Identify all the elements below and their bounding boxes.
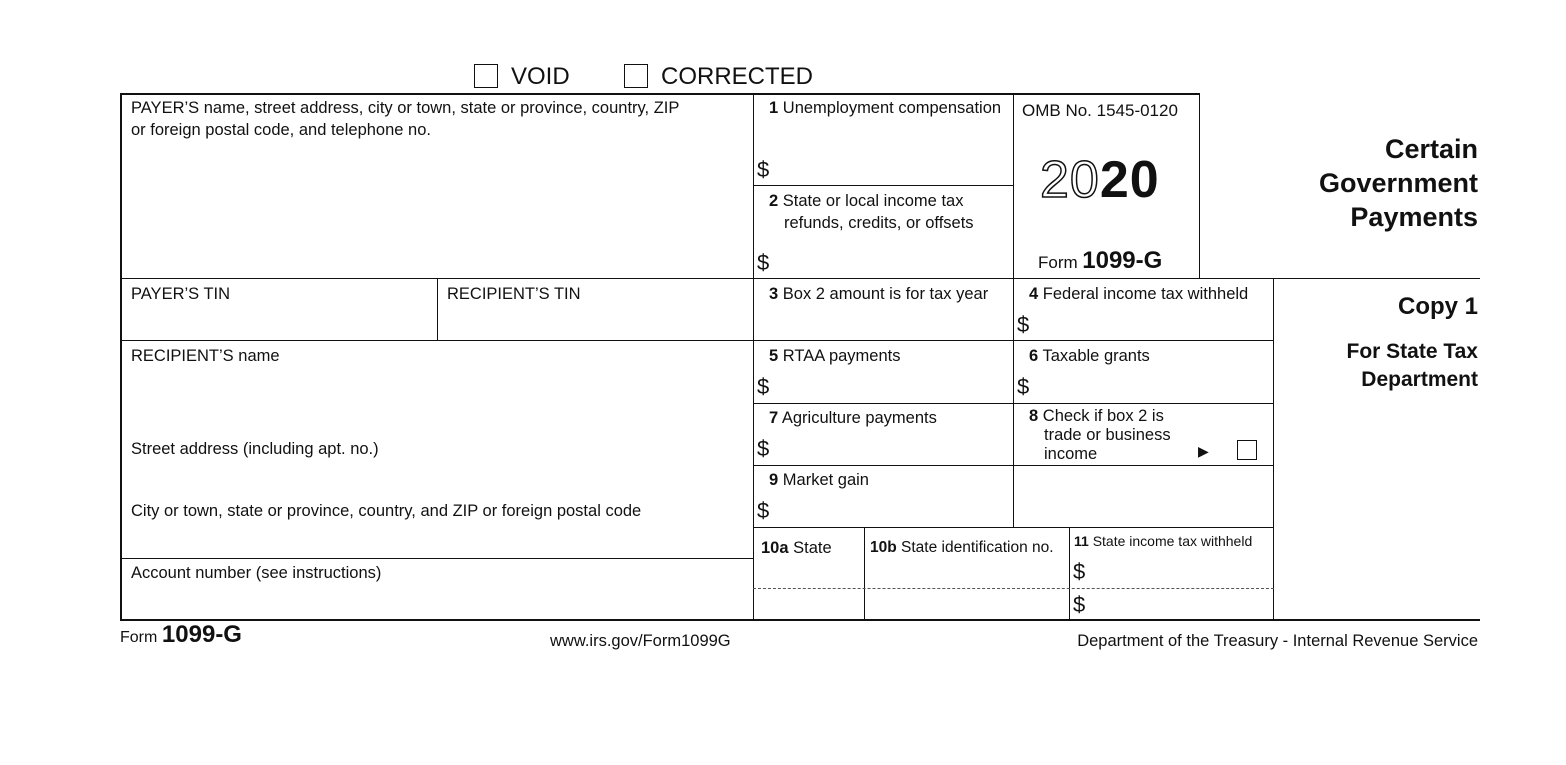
box6-number: 6 <box>1029 347 1039 365</box>
box1-number: 1 <box>769 99 779 117</box>
box7-number: 7 <box>769 409 779 427</box>
omb-form-number: 1099-G <box>1082 247 1163 274</box>
box6-dollar: $ <box>1017 374 1030 399</box>
footer-website: www.irs.gov/Form1099G <box>550 632 731 650</box>
box2-amount-field[interactable] <box>775 238 1010 276</box>
void-checkbox[interactable] <box>474 64 498 88</box>
box10a-label <box>761 537 832 559</box>
payer-name-field[interactable] <box>124 143 749 276</box>
box1-label <box>769 97 1001 119</box>
box3-text: Box 2 amount is for tax year <box>782 285 989 303</box>
box2-number: 2 <box>769 192 779 210</box>
box4-label <box>1029 283 1248 305</box>
box8-label-line2: trade or business <box>1044 426 1171 444</box>
omb-form-word: Form <box>1038 253 1078 272</box>
tax-year <box>1040 150 1160 210</box>
box5-label <box>769 345 900 367</box>
void-label: VOID <box>511 63 570 90</box>
box9-dollar: $ <box>757 498 770 523</box>
box11-text: State income tax withheld <box>1092 533 1253 549</box>
box10b-field-row2[interactable] <box>868 591 1066 617</box>
form-title-line2: Government <box>1318 168 1478 198</box>
payer-tin-label: PAYER’S TIN <box>131 285 231 303</box>
box10b-field-row1[interactable] <box>868 560 1066 586</box>
box7-label <box>769 407 937 429</box>
tax-year-outline: 20 <box>1040 151 1100 209</box>
footer-form-id <box>120 621 242 649</box>
col-divider-10b <box>1069 527 1070 620</box>
box8-label-line3: income <box>1044 445 1098 463</box>
box11-number: 11 <box>1074 533 1089 549</box>
box2-label-line1 <box>769 190 963 212</box>
box8-label-line1 <box>1029 407 1164 426</box>
box7-text: Agriculture payments <box>781 409 937 427</box>
city-label: City or town, state or province, country, and ZIP or foreign postal code <box>131 502 642 520</box>
box9-number: 9 <box>769 471 779 489</box>
corrected-label: CORRECTED <box>661 63 814 90</box>
box11-dollar-row2: $ <box>1073 592 1086 617</box>
tax-year-solid: 20 <box>1099 151 1160 209</box>
box2-dollar: $ <box>757 250 770 275</box>
col-divider-10a <box>864 527 865 620</box>
col-divider-box9 <box>1013 465 1014 528</box>
box7-dollar: $ <box>757 436 770 461</box>
box11-amount-field-row2[interactable] <box>1091 591 1271 617</box>
payer-tin-field[interactable] <box>124 305 434 338</box>
box10b-label <box>870 537 1054 559</box>
box10b-number: 10b <box>870 539 897 556</box>
box4-text: Federal income tax withheld <box>1042 285 1249 303</box>
box10a-text: State <box>793 539 832 557</box>
row-5-7-divider <box>753 403 1274 404</box>
footer-form-word: Form <box>120 629 158 646</box>
box10a-field-row2[interactable] <box>757 591 861 617</box>
box4-number: 4 <box>1029 285 1039 303</box>
box3-label <box>769 283 988 305</box>
footer-department: Department of the Treasury - Internal Revenue Service <box>1077 632 1478 650</box>
box5-amount-field[interactable] <box>775 368 1010 401</box>
account-number-label: Account number (see instructions) <box>131 564 382 582</box>
box5-number: 5 <box>769 347 779 365</box>
omb-number: OMB No. 1545-0120 <box>1022 101 1178 120</box>
box8-checkbox[interactable] <box>1237 440 1257 460</box>
box1-text: Unemployment compensation <box>782 99 1002 117</box>
box2-label-line2: refunds, credits, or offsets <box>784 214 974 232</box>
box5-text: RTAA payments <box>782 347 901 365</box>
form-title-line3: Payments <box>1350 202 1478 232</box>
footer-form-number: 1099-G <box>161 621 242 648</box>
corrected-checkbox[interactable] <box>624 64 648 88</box>
row-divider-tin <box>120 278 1480 279</box>
box9-text: Market gain <box>782 471 869 489</box>
account-divider <box>120 558 754 559</box>
form-title <box>1319 132 1478 234</box>
city-field[interactable] <box>124 523 749 556</box>
box6-amount-field[interactable] <box>1035 368 1270 401</box>
account-number-field[interactable] <box>124 585 749 617</box>
box7-amount-field[interactable] <box>775 430 1010 463</box>
box11-amount-field-row1[interactable] <box>1091 556 1271 586</box>
box10b-text: State identification no. <box>901 539 1054 556</box>
col-divider-left <box>753 93 754 620</box>
box6-label <box>1029 345 1150 367</box>
recipient-name-field[interactable] <box>124 368 749 434</box>
form-left-border <box>120 93 122 621</box>
tin-bottom <box>120 340 1274 341</box>
payer-name-label-line1: PAYER’S name, street address, city or town, state or province, country, ZIP <box>131 99 680 117</box>
street-address-label: Street address (including apt. no.) <box>131 440 379 458</box>
box8-text1: Check if box 2 is <box>1042 407 1164 425</box>
box3-field[interactable] <box>757 305 1010 338</box>
box1-amount-field[interactable] <box>775 140 1010 182</box>
form-title-line1: Certain <box>1384 134 1478 164</box>
copy-label: Copy 1 <box>1397 293 1478 320</box>
copy-description <box>1347 338 1478 394</box>
box11-dollar-row1: $ <box>1073 559 1086 584</box>
box8-number: 8 <box>1029 407 1039 425</box>
recipient-tin-label: RECIPIENT’S TIN <box>447 285 581 303</box>
col-divider-omb <box>1199 93 1200 279</box>
col-divider-box1 <box>1013 93 1014 465</box>
payer-name-label-line2: or foreign postal code, and telephone no. <box>131 121 431 139</box>
box4-amount-field[interactable] <box>1035 305 1270 338</box>
box8-arrow-icon: ▶ <box>1198 443 1209 459</box>
box4-dollar: $ <box>1017 312 1030 337</box>
box6-text: Taxable grants <box>1042 347 1150 365</box>
street-address-field[interactable] <box>124 461 749 497</box>
omb-form-id <box>1038 247 1163 274</box>
box10a-field-row1[interactable] <box>757 560 861 586</box>
form-bottom-border <box>120 619 1480 621</box>
state-dashed-divider <box>753 588 1274 589</box>
copy-description-line2: Department <box>1361 368 1478 391</box>
box9-label <box>769 469 869 491</box>
form-top-border <box>120 93 1200 95</box>
recipient-tin-field[interactable] <box>441 305 750 338</box>
box3-number: 3 <box>769 285 779 303</box>
col-divider-right <box>1273 279 1274 620</box>
box11-label <box>1074 530 1252 552</box>
box5-dollar: $ <box>757 374 770 399</box>
box9-amount-field[interactable] <box>775 492 1010 525</box>
box2-text1: State or local income tax <box>782 192 964 210</box>
box1-dollar: $ <box>757 157 770 182</box>
box10a-number: 10a <box>761 539 789 557</box>
box1-box2-divider <box>753 185 1013 186</box>
tin-divider <box>437 279 438 341</box>
copy-description-line1: For State Tax <box>1346 340 1478 363</box>
recipient-name-label: RECIPIENT’S name <box>131 347 280 365</box>
